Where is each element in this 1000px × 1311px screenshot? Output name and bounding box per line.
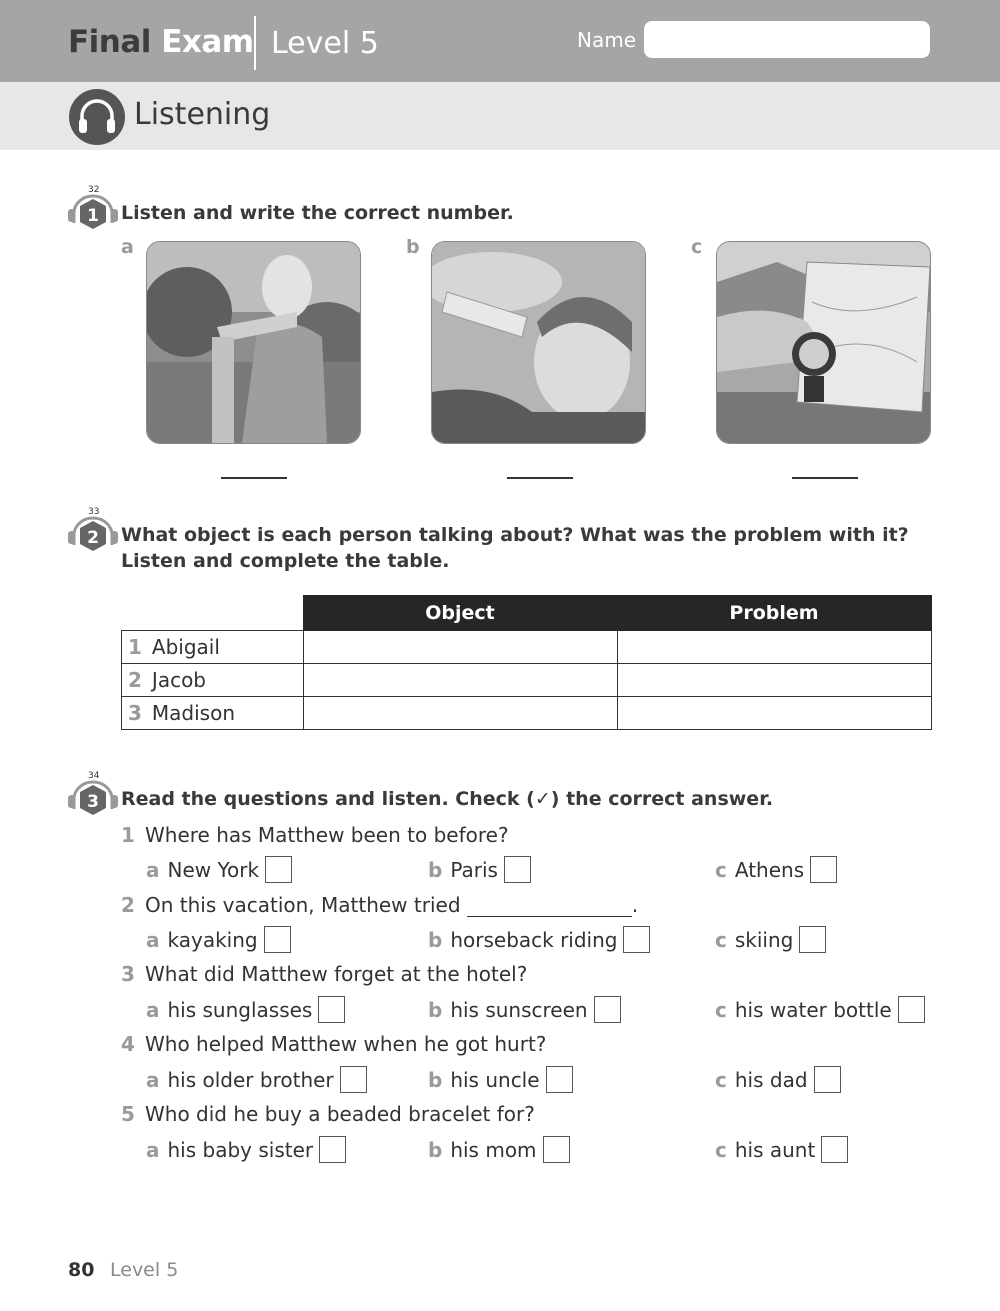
track-number: 32 [88,185,100,195]
answer-checkbox[interactable] [318,996,345,1023]
page-header [0,0,1000,82]
column-header-problem: Problem [617,596,931,631]
table-row [122,631,932,664]
problem-input[interactable] [618,697,931,729]
answer-checkbox[interactable] [814,1066,841,1093]
option: b horseback riding [428,926,650,953]
table-header-row [122,596,932,631]
page-number: 80 [68,1259,95,1281]
answer-checkbox[interactable] [623,926,650,953]
question-5: 5 Who did he buy a beaded bracelet for? [121,1102,535,1126]
question-3: 3 What did Matthew forget at the hotel? [121,962,528,986]
option: a kayaking [146,926,291,953]
svg-text:3: 3 [87,792,99,812]
track-number: 34 [88,771,100,781]
answer-checkbox[interactable] [264,926,291,953]
answer-a-input[interactable] [221,463,287,479]
problem-input[interactable] [618,631,931,663]
headphones-icon [68,88,126,146]
option: a New York [146,856,292,883]
exercise-3-audio-badge [66,779,120,823]
photo-letter: a [121,236,134,258]
option: b Paris [428,856,531,883]
exercise-1-audio-badge [66,193,120,237]
option: c his water bottle [715,996,925,1023]
question-1: 1 Where has Matthew been to before? [121,823,509,847]
answer-checkbox[interactable] [265,856,292,883]
object-input[interactable] [304,697,617,729]
question-4: 4 Who helped Matthew when he got hurt? [121,1032,547,1056]
svg-text:2: 2 [87,528,99,548]
svg-text:1: 1 [87,206,99,226]
problem-cell[interactable] [617,631,931,664]
exercise-2-instruction: What object is each person talking about? What was the problem with it? Listen and complete the table. [121,524,909,572]
name-label: Name [577,28,637,52]
answer-checkbox[interactable] [821,1136,848,1163]
option: b his sunscreen [428,996,621,1023]
row-label: 3 Madison [122,697,304,730]
option: b his uncle [428,1066,573,1093]
table-row [122,697,932,730]
answer-checkbox[interactable] [543,1136,570,1163]
section-title: Listening [134,97,271,132]
option: c Athens [715,856,837,883]
exercise-1-instruction: Listen and write the correct number. [121,202,514,224]
answer-c-input[interactable] [792,463,858,479]
answer-checkbox[interactable] [799,926,826,953]
object-input[interactable] [304,664,617,696]
exam-title: Final Exam [68,24,254,60]
answer-checkbox[interactable] [546,1066,573,1093]
compass-and-map-photo [716,241,931,444]
answer-checkbox[interactable] [594,996,621,1023]
object-cell[interactable] [303,631,617,664]
answer-checkbox[interactable] [504,856,531,883]
footer-level: Level 5 [110,1259,179,1281]
option: c skiing [715,926,826,953]
exam-level: Level 5 [271,26,379,61]
row-label: 2 Jacob [122,664,304,697]
option: c his aunt [715,1136,848,1163]
exercise-3-instruction: Read the questions and listen. Check (✓) the correct answer. [121,788,774,810]
answer-checkbox[interactable] [319,1136,346,1163]
answer-b-input[interactable] [507,463,573,479]
option: b his mom [428,1136,570,1163]
problem-input[interactable] [618,664,931,696]
option: a his older brother [146,1066,367,1093]
exercise-2-audio-badge [66,515,120,559]
object-cell[interactable] [303,697,617,730]
object-cell[interactable] [303,664,617,697]
name-input[interactable] [644,21,930,58]
girl-drinking-water-photo [431,241,646,444]
fill-blank[interactable] [467,894,632,917]
option: c his dad [715,1066,841,1093]
photo-letter: c [691,236,703,258]
question-2: 2 On this vacation, Matthew tried . [121,893,639,917]
object-input[interactable] [304,631,617,663]
answer-checkbox[interactable] [340,1066,367,1093]
header-divider [254,16,256,70]
option: a his sunglasses [146,996,345,1023]
table-row [122,664,932,697]
exercise-2-table [121,595,932,730]
option: a his baby sister [146,1136,346,1163]
row-label: 1 Abigail [122,631,304,664]
problem-cell[interactable] [617,664,931,697]
girl-applying-sunscreen-photo [146,241,361,444]
problem-cell[interactable] [617,697,931,730]
answer-checkbox[interactable] [810,856,837,883]
track-number: 33 [88,507,100,517]
column-header-object: Object [303,596,617,631]
photo-letter: b [406,236,420,258]
answer-checkbox[interactable] [898,996,925,1023]
